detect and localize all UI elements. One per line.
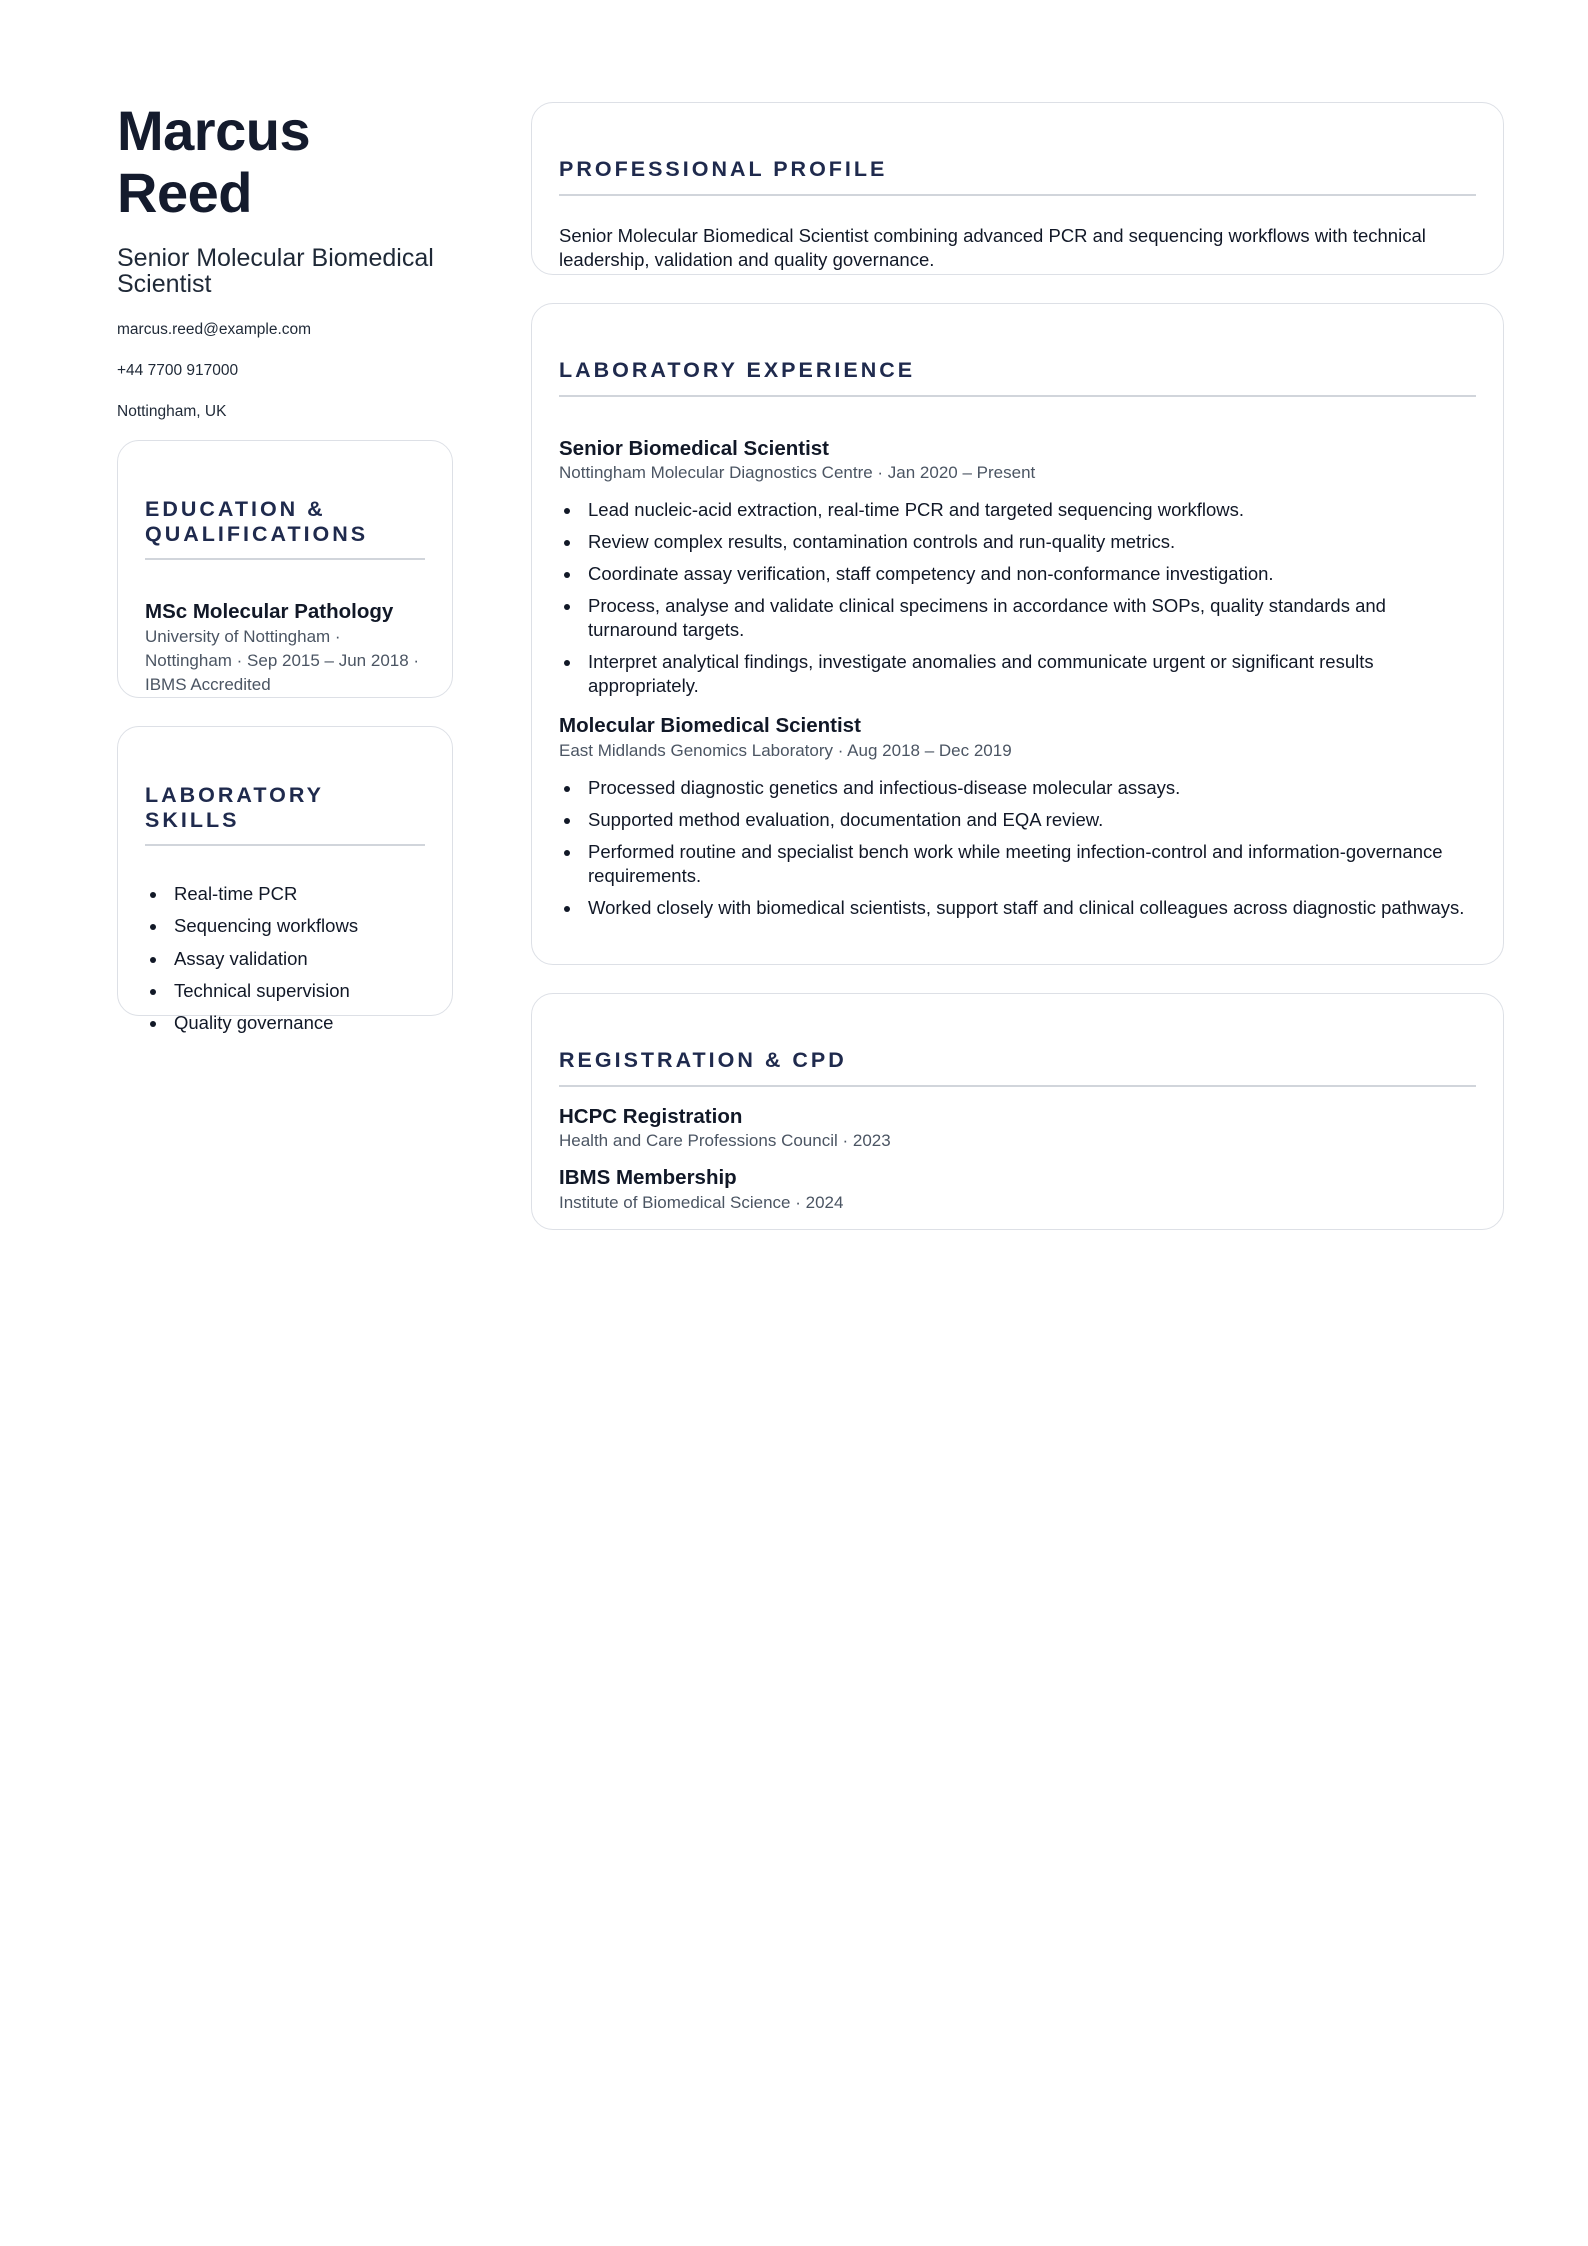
candidate-name: Marcus Reed xyxy=(117,99,311,224)
skills-divider xyxy=(145,844,425,846)
skills-card xyxy=(117,726,453,1033)
degree-details: University of Nottingham · Nottingham · Sep 2015 – Jun 2018 · IBMS Accredited xyxy=(145,627,420,695)
registration-divider xyxy=(559,1085,1476,1087)
profile-summary: Senior Molecular Biomedical Scientist combining advanced PCR and sequencing workflows with technical leadership, validation and quality governance. xyxy=(559,224,1426,270)
registration-card xyxy=(531,993,1504,1230)
job-bullet: Processed diagnostic genetics and infectious-disease molecular assays. xyxy=(588,776,1476,800)
degree-title: MSc Molecular Pathology xyxy=(145,600,394,624)
location-text: Nottingham, UK xyxy=(117,402,227,420)
education-heading: EDUCATION & QUALIFICATIONS xyxy=(145,497,369,546)
job-bullets xyxy=(559,776,1476,920)
education-divider xyxy=(145,558,425,560)
experience-heading: LABORATORY EXPERIENCE xyxy=(559,358,916,382)
contact-block xyxy=(117,320,453,443)
skill-item: Assay validation xyxy=(174,947,425,971)
registration-heading: REGISTRATION & CPD xyxy=(559,1048,847,1072)
skills-list xyxy=(145,882,425,1034)
job-bullet: Review complex results, contamination controls and run-quality metrics. xyxy=(588,530,1476,554)
profile-card xyxy=(531,102,1504,275)
email-text: marcus.reed@example.com xyxy=(117,320,312,338)
phone-text: +44 7700 917000 xyxy=(117,361,239,379)
job-bullet: Coordinate assay verification, staff competency and non-conformance investigation. xyxy=(588,562,1476,586)
registration-entry xyxy=(559,1105,1476,1154)
job-meta: East Midlands Genomics Laboratory · Aug 2018 – Dec 2019 xyxy=(559,740,1012,760)
skill-item: Quality governance xyxy=(174,1011,425,1035)
skills-heading: LABORATORY SKILLS xyxy=(145,783,324,832)
registration-title: IBMS Membership xyxy=(559,1165,737,1189)
skill-item: Sequencing workflows xyxy=(174,914,425,938)
job-entry xyxy=(559,437,1476,699)
job-bullet: Process, analyse and validate clinical specimens in accordance with SOPs, quality standards and turnaround targets. xyxy=(588,594,1476,642)
job-title: Molecular Biomedical Scientist xyxy=(559,714,861,738)
sidebar xyxy=(117,100,453,443)
registration-meta: Health and Care Professions Council · 2023 xyxy=(559,1131,891,1151)
experience-card xyxy=(531,303,1504,965)
registration-title: HCPC Registration xyxy=(559,1104,743,1128)
skill-item: Technical supervision xyxy=(174,979,425,1003)
job-meta: Nottingham Molecular Diagnostics Centre · Jan 2020 – Present xyxy=(559,463,1036,483)
job-bullet: Supported method evaluation, documentation and EQA review. xyxy=(588,808,1476,832)
job-entry xyxy=(559,714,1476,919)
job-bullet: Interpret analytical findings, investigate anomalies and communicate urgent or significant results appropriately. xyxy=(588,650,1476,698)
profile-divider xyxy=(559,194,1476,196)
job-title: Senior Biomedical Scientist xyxy=(559,436,829,460)
registration-meta: Institute of Biomedical Science · 2024 xyxy=(559,1192,844,1212)
experience-divider xyxy=(559,395,1476,397)
job-bullet: Performed routine and specialist bench work while meeting infection-control and information-governance requirements. xyxy=(588,840,1476,888)
candidate-title: Senior Molecular Biomedical Scientist xyxy=(117,244,434,299)
profile-heading: PROFESSIONAL PROFILE xyxy=(559,157,888,181)
education-card xyxy=(117,440,453,698)
job-bullet: Worked closely with biomedical scientists, support staff and clinical colleagues across diagnostic pathways. xyxy=(588,896,1476,920)
job-bullet: Lead nucleic-acid extraction, real-time PCR and targeted sequencing workflows. xyxy=(588,498,1476,522)
registration-entry xyxy=(559,1166,1476,1215)
job-bullets xyxy=(559,498,1476,698)
skill-item: Real-time PCR xyxy=(174,882,425,906)
